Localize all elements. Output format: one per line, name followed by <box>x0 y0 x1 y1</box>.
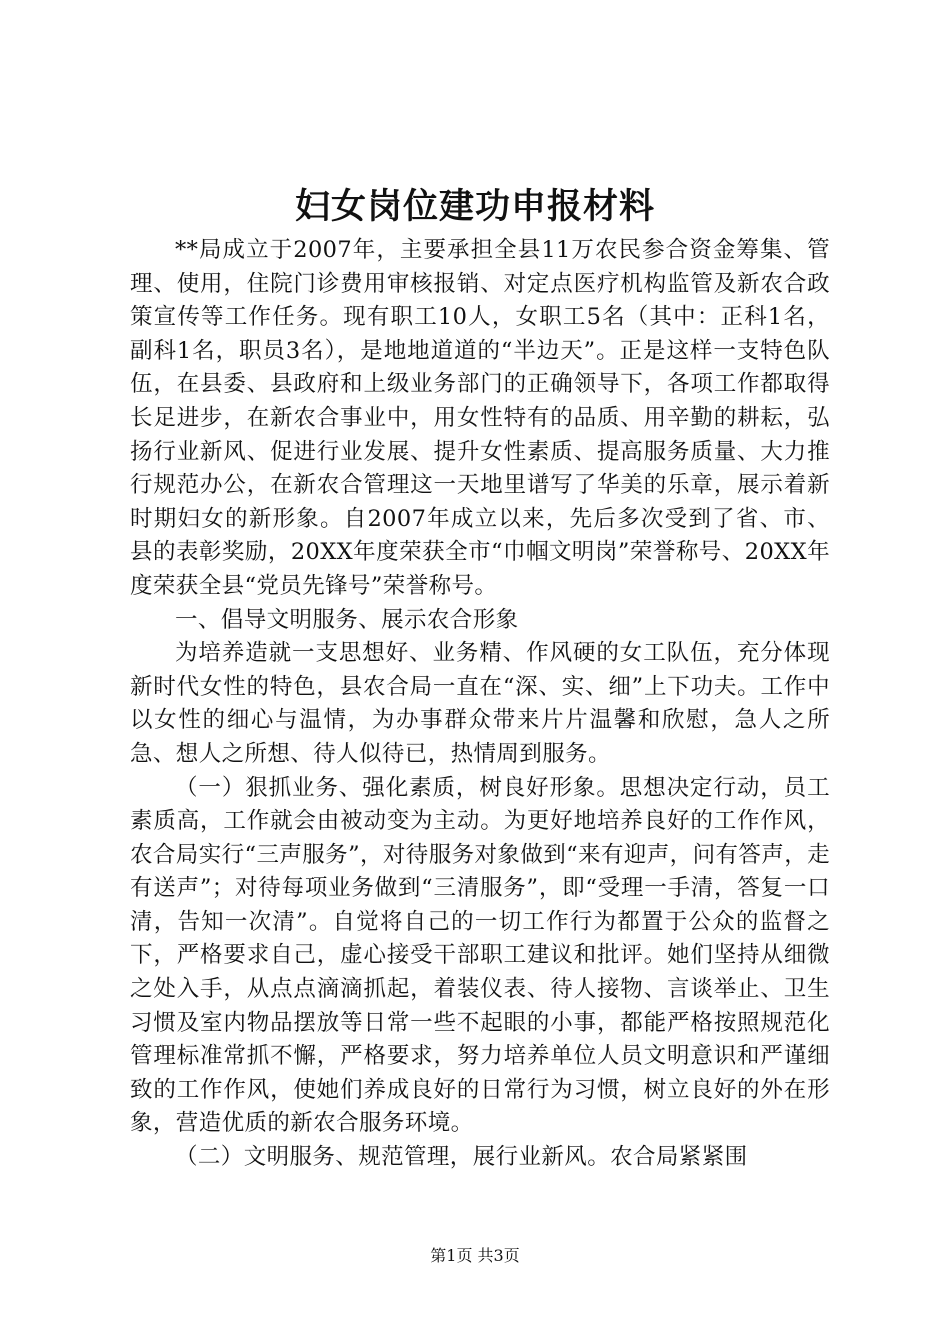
paragraph-section-1: 为培养造就一支思想好、业务精、作风硬的女工队伍，充分体现新时代女性的特色，县农合局一直在“深、实、细”上下功夫。工作中以女性的细心与温情，为办事群众带来片片温馨和欣慰，急人之所急、想人之所想、待人似待已，热情周到服务。 <box>130 640 830 767</box>
paragraph-intro: **局成立于2007年，主要承担全县11万农民参合资金筹集、管理、使用，住院门诊费用审核报销、对定点医疗机构监管及新农合政策宣传等工作任务。现有职工10人，女职工5名（其中：正科1名，副科1名，职员3名），是地地道道的“半边天”。正是这样一支特色队伍，在县委、县政府和上级业务部门的正确领导下，各项工作都取得长足进步，在新农合事业中，用女性特有的品质、用辛勤的耕耘，弘扬行业新风、促进行业发展、提升女性素质、提高服务质量、大力推行规范办公，在新农合管理这一天地里谱写了华美的乐章，展示着新时期妇女的新形象。自2007年成立以来，先后多次受到了省、市、县的表彰奖励，20XX年度荣获全市“巾帼文明岗”荣誉称号、20XX年度荣获全县“党员先锋号”荣誉称号。 <box>130 237 830 599</box>
paragraph-subsection-1: （一）狠抓业务、强化素质，树良好形象。思想决定行动，员工素质高，工作就会由被动变为主动。为更好地培养良好的工作作风，农合局实行“三声服务”，对待服务对象做到“来有迎声，问有答声，走有送声”；对待每项业务做到“三清服务”，即“受理一手清，答复一口清，告知一次清”。自觉将自己的一切工作行为都置于公众的监督之下，严格要求自己，虚心接受干部职工建议和批评。她们坚持从细微之处入手，从点点滴滴抓起，着装仪表、待人接物、言谈举止、卫生习惯及室内物品摆放等日常一些不起眼的小事，都能严格按照规范化管理标准常抓不懈，严格要求，努力培养单位人员文明意识和严谨细致的工作作风，使她们养成良好的日常行为习惯，树立良好的外在形象，营造优质的新农合服务环境。 <box>130 774 830 1137</box>
document-body <box>130 234 830 1175</box>
page-footer: 第1页 共3页 <box>430 1246 520 1265</box>
paragraph-subsection-2: （二）文明服务、规范管理，展行业新风。农合局紧紧围 <box>175 1144 748 1171</box>
document-title: 妇女岗位建功申报材料 <box>294 186 655 227</box>
section-heading-1: 一、倡导文明服务、展示农合形象 <box>175 606 519 633</box>
